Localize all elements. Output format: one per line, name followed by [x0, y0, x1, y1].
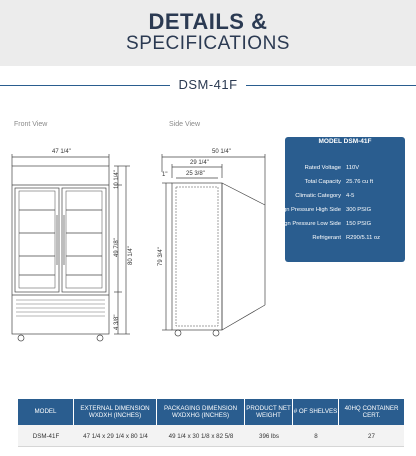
table-header-cell: EXTERNAL DIMENSION WXDXH (INCHES) [74, 399, 157, 425]
spec-value: R290/5.11 oz [346, 235, 381, 241]
spec-value: 25.76 cu ft [346, 179, 374, 185]
spec-value: 150 PSIG [346, 221, 372, 227]
front-height-dim: 49 7/8" [114, 238, 120, 257]
table-header-cell: PRODUCT NET WEIGHT [245, 399, 293, 425]
side-depth-dim: 29 1/4" [190, 160, 209, 166]
spec-value: 110V [346, 165, 360, 171]
spec-label: Climatic Category [295, 193, 341, 199]
spec-value: 4-5 [346, 193, 355, 199]
header-title-line2: SPECIFICATIONS [126, 33, 290, 54]
spec-label: Rated Voltage [304, 165, 341, 171]
table-cell: 396 lbs [259, 432, 279, 440]
table-cell: 8 [314, 432, 318, 440]
table-header [18, 399, 404, 425]
spec-panel [271, 137, 405, 262]
spec-row [285, 193, 405, 205]
spec-row [285, 165, 405, 177]
side-height-dim: 79 3/4" [158, 247, 164, 266]
spec-value: 300 PSIG [346, 207, 372, 213]
side-view-drawing [162, 154, 265, 336]
side-inner-dim: 25 3/8" [186, 171, 205, 177]
front-top-dim: 10 1/4" [114, 170, 120, 189]
table-cell: 47 1/4 x 29 1/4 x 80 1/4 [83, 432, 148, 440]
spec-label: Refrigerant [312, 235, 341, 241]
spec-title: MODEL DSM-41F [318, 138, 372, 145]
spec-label: Total Capacity [304, 179, 341, 185]
side-small-dim: 1" [162, 172, 168, 178]
header-title-line1: DETAILS & [148, 9, 268, 34]
side-outer-dim: 50 1/4" [212, 149, 231, 155]
spec-label: Design Pressure Low Side [272, 221, 341, 227]
table-row [18, 425, 404, 447]
table-header-cell: 40HQ CONTAINER CERT. [344, 404, 399, 419]
table-header-cell: MODEL [18, 399, 74, 425]
spec-row [271, 207, 405, 219]
front-width-dim: 47 1/4" [52, 149, 71, 155]
spec-row [272, 221, 405, 233]
front-view-label: Front View [14, 121, 48, 128]
model-title: DSM-41F [178, 77, 238, 92]
spec-row [285, 235, 405, 247]
spec-row [285, 179, 405, 191]
front-bottom-dim: 4 3/8" [114, 314, 120, 330]
table-header-cell: PACKAGING DIMENSION WXDXHG (INCHES) [157, 399, 245, 425]
front-total-dim: 80 1/4" [128, 246, 134, 265]
spec-label: Design Pressure High Side [271, 207, 341, 213]
table-cell: 27 [368, 432, 375, 440]
table-header-cell: # OF SHELVES [293, 399, 339, 425]
front-view-drawing [12, 154, 130, 341]
table-cell: DSM-41F [32, 432, 60, 440]
side-view-label: Side View [169, 121, 201, 128]
table-cell: 49 1/4 x 30 1/8 x 82 5/8 [168, 432, 234, 440]
